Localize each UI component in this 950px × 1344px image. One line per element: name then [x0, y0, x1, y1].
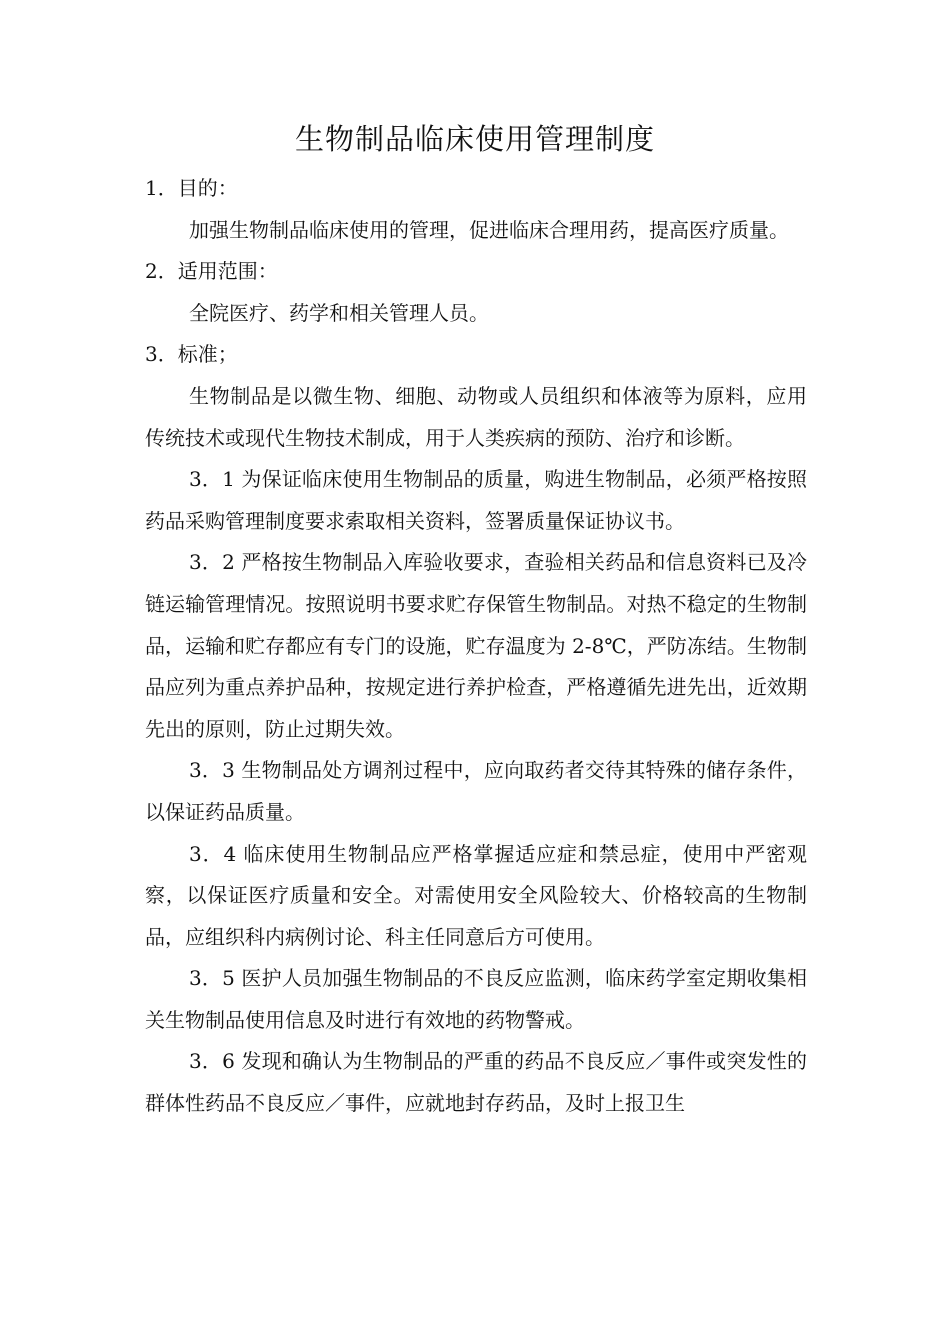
document-title: 生物制品临床使用管理制度: [294, 122, 655, 156]
paragraph-3-2: 3．2 严格按生物制品入库验收要求，查验相关药品和信息资料已及冷链运输管理情况。按照说明书要求贮存保管生物制品。对热不稳定的生物制品，运输和贮存都应有专门的设施，贮存温度为 2-8℃，严防冻结。生物制品应列为重点养护品种，按规定进行养护检查，严格遵循先进先出，近效期先出的原则，防止过期失效。: [145, 550, 807, 741]
paragraph-3-4: 3．4 临床使用生物制品应严格掌握适应症和禁忌症，使用中严密观察，以保证医疗质量和安全。对需使用安全风险较大、价格较高的生物制品，应组织科内病例讨论、科主任同意后方可使用。: [145, 841, 807, 949]
paragraph-3-6: 3．6 发现和确认为生物制品的严重的药品不良反应／事件或突发性的群体性药品不良反应／事件，应就地封存药品，及时上报卫生: [145, 1049, 807, 1116]
paragraph-3-1: 3．1 为保证临床使用生物制品的质量，购进生物制品，必须严格按照药品采购管理制度要求索取相关资料，签署质量保证协议书。: [145, 467, 807, 533]
paragraph-purpose: 加强生物制品临床使用的管理，促进临床合理用药，提高医疗质量。: [189, 217, 789, 242]
section-heading-standard: 3．标准；: [145, 342, 238, 367]
document-body: [145, 168, 807, 1125]
section-heading-scope: 2．适用范围：: [145, 259, 278, 284]
paragraph-definition: 生物制品是以微生物、细胞、动物或人员组织和体液等为原料，应用传统技术或现代生物技术制成，用于人类疾病的预防、治疗和诊断。: [145, 383, 807, 450]
paragraph-scope: 全院医疗、药学和相关管理人员。: [189, 300, 489, 325]
paragraph-3-3: 3．3 生物制品处方调剂过程中，应向取药者交待其特殊的储存条件，以保证药品质量。: [145, 758, 807, 824]
paragraph-3-5: 3．5 医护人员加强生物制品的不良反应监测，临床药学室定期收集相关生物制品使用信息及时进行有效地的药物警戒。: [145, 966, 807, 1032]
section-heading-purpose: 1．目的：: [145, 176, 238, 200]
